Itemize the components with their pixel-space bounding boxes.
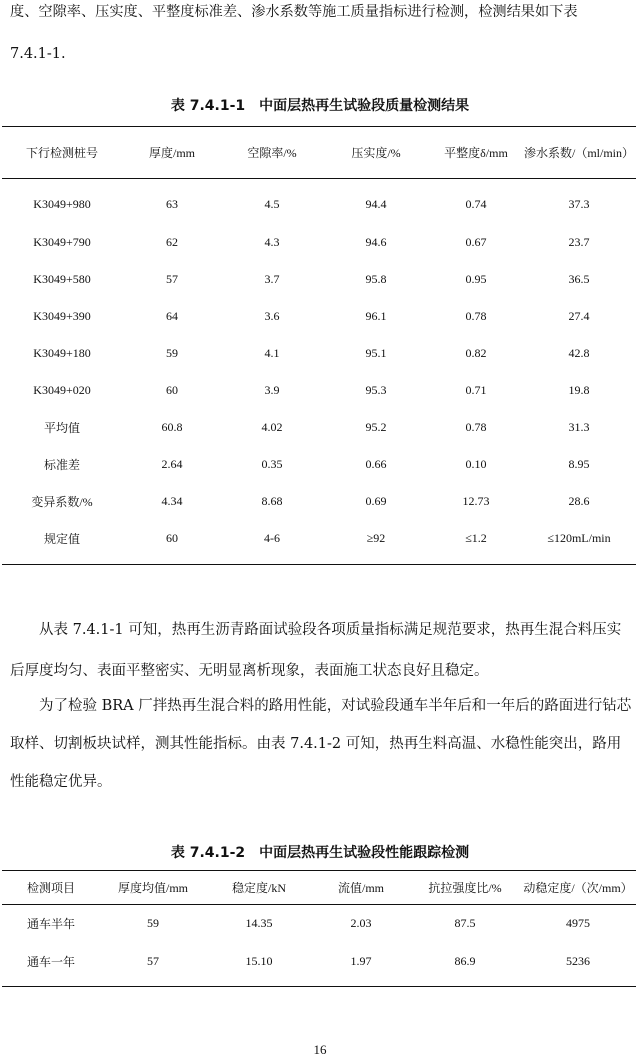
table-cell: K3049+180 bbox=[33, 345, 91, 360]
table-cell: 60 bbox=[166, 382, 178, 397]
table-row bbox=[2, 298, 636, 335]
table-cell: 标准差 bbox=[43, 457, 80, 472]
table1-header-cell: 空隙率/% bbox=[247, 146, 297, 160]
table-cell: 60 bbox=[166, 530, 178, 545]
table-cell: 8.68 bbox=[261, 493, 283, 508]
table-cell: K3049+790 bbox=[33, 234, 91, 249]
paragraph-method: 为了检验 BRA 厂拌热再生混合料的路用性能，对试验段通车半年后和一年后的路面进行钻芯取样、切割板块试样，测其性能指标。由表 7.4.1-2 可知，热再生料高温、水稳性能突出，路用性能稳定优异。 bbox=[10, 698, 632, 790]
table-cell: 28.6 bbox=[568, 493, 590, 508]
table-row bbox=[2, 409, 636, 446]
table2-header-cell: 动稳定度/（次/mm） bbox=[523, 881, 633, 895]
table-cell: 94.6 bbox=[365, 234, 387, 249]
table-row bbox=[2, 179, 636, 224]
table2-header-row bbox=[2, 871, 636, 905]
table-cell: 64 bbox=[166, 308, 178, 323]
table-cell: 0.67 bbox=[465, 234, 487, 249]
table-cell: 3.9 bbox=[264, 382, 280, 397]
table-cell: 4.5 bbox=[264, 197, 280, 212]
table-cell: K3049+020 bbox=[33, 382, 91, 397]
intro-line-2: 7.4.1-1. bbox=[10, 46, 66, 62]
table-cell: 0.82 bbox=[465, 345, 487, 360]
table1-header-row bbox=[2, 127, 636, 179]
table-row bbox=[2, 520, 636, 565]
table-cell: 15.10 bbox=[245, 954, 273, 969]
table-row bbox=[2, 483, 636, 520]
table-row bbox=[2, 261, 636, 298]
table-cell: ≤1.2 bbox=[465, 530, 487, 545]
table-cell: 31.3 bbox=[568, 419, 590, 434]
table-cell: 平均值 bbox=[43, 420, 80, 435]
table-cell: 2.03 bbox=[350, 915, 372, 930]
table-cell: 2.64 bbox=[161, 456, 183, 471]
table-cell: K3049+580 bbox=[33, 271, 91, 286]
table2-header-cell: 流值/mm bbox=[337, 881, 384, 895]
table-row bbox=[2, 943, 636, 987]
table-cell: 0.66 bbox=[365, 456, 387, 471]
table-cell: 0.78 bbox=[465, 419, 487, 434]
table-cell: K3049+390 bbox=[33, 308, 91, 323]
table-cell: 86.9 bbox=[454, 954, 476, 969]
table-row bbox=[2, 446, 636, 483]
table-cell: 42.8 bbox=[568, 345, 590, 360]
table-cell: 0.78 bbox=[465, 308, 487, 323]
table-cell: 95.1 bbox=[365, 345, 387, 360]
table-cell: 87.5 bbox=[454, 915, 476, 930]
table1-header-cell: 压实度/% bbox=[351, 146, 401, 160]
table-cell: 95.3 bbox=[365, 382, 387, 397]
table-cell: 1.97 bbox=[350, 954, 372, 969]
paragraph-conclusion: 从表 7.4.1-1 可知，热再生沥青路面试验段各项质量指标满足规范要求，热再生混合料压实后厚度均匀、表面平整密实、无明显离析现象，表面施工状态良好且稳定。 bbox=[10, 622, 622, 679]
table2-caption: 表 7.4.1-2 中面层热再生试验段性能跟踪检测 bbox=[170, 845, 470, 861]
table-cell: 4975 bbox=[566, 915, 590, 930]
table-row bbox=[2, 905, 636, 943]
table1-header-cell: 渗水系数/（ml/min） bbox=[523, 146, 634, 160]
table-cell: 95.2 bbox=[365, 419, 387, 434]
table-cell: 3.6 bbox=[264, 308, 280, 323]
table2-header-cell: 厚度均值/mm bbox=[117, 881, 188, 895]
table-cell: 0.10 bbox=[465, 456, 487, 471]
table-cell: 4-6 bbox=[264, 530, 280, 545]
table-cell: 27.4 bbox=[568, 308, 590, 323]
table2-header-cell: 检测项目 bbox=[26, 881, 75, 895]
table-cell: 4.1 bbox=[264, 345, 280, 360]
intro-line-1: 度、空隙率、压实度、平整度标准差、渗水系数等施工质量指标进行检测，检测结果如下表 bbox=[10, 4, 578, 20]
table-row bbox=[2, 372, 636, 409]
table-row bbox=[2, 335, 636, 372]
table-cell: K3049+980 bbox=[33, 197, 91, 212]
table-cell: ≤120mL/min bbox=[547, 530, 611, 545]
table-cell: ≥92 bbox=[366, 530, 386, 545]
table-cell: 4.3 bbox=[264, 234, 280, 249]
table1-body bbox=[2, 179, 636, 565]
table2-header-cell: 稳定度/kN bbox=[231, 881, 286, 895]
table-cell: 0.69 bbox=[365, 493, 387, 508]
table-cell: 规定值 bbox=[43, 531, 80, 546]
table-cell: 19.8 bbox=[568, 382, 590, 397]
table-cell: 通车半年 bbox=[26, 916, 75, 931]
table-cell: 0.95 bbox=[465, 271, 487, 286]
table-cell: 60.8 bbox=[161, 419, 183, 434]
table-cell: 0.35 bbox=[261, 456, 283, 471]
table-cell: 0.71 bbox=[465, 382, 487, 397]
table-cell: 4.34 bbox=[161, 493, 183, 508]
table-cell: 23.7 bbox=[568, 234, 590, 249]
page-number: 16 bbox=[313, 1042, 327, 1057]
table1-header-cell: 厚度/mm bbox=[148, 146, 195, 160]
table1 bbox=[2, 126, 636, 565]
table-cell: 12.73 bbox=[462, 493, 490, 508]
table-cell: 5236 bbox=[566, 954, 590, 969]
table-cell: 57 bbox=[147, 954, 159, 969]
table-cell: 59 bbox=[147, 915, 159, 930]
table1-header-cell: 平整度δ/mm bbox=[444, 146, 508, 160]
table2 bbox=[2, 870, 636, 987]
table-cell: 63 bbox=[166, 197, 178, 212]
table1-header-cell: 下行检测桩号 bbox=[25, 146, 98, 160]
table-cell: 62 bbox=[166, 234, 178, 249]
table-cell: 59 bbox=[166, 345, 178, 360]
table2-header-cell: 抗拉强度比/% bbox=[428, 881, 502, 895]
table-cell: 3.7 bbox=[264, 271, 280, 286]
table-cell: 96.1 bbox=[365, 308, 387, 323]
table-cell: 36.5 bbox=[568, 271, 590, 286]
table-cell: 37.3 bbox=[568, 197, 590, 212]
table-cell: 0.74 bbox=[465, 197, 487, 212]
table-cell: 14.35 bbox=[245, 915, 273, 930]
table-cell: 57 bbox=[166, 271, 178, 286]
table-cell: 95.8 bbox=[365, 271, 387, 286]
table-cell: 变异系数/% bbox=[31, 494, 93, 509]
table-row bbox=[2, 224, 636, 261]
table-cell: 4.02 bbox=[261, 419, 283, 434]
table-cell: 94.4 bbox=[365, 197, 387, 212]
table2-body bbox=[2, 905, 636, 987]
table1-caption: 表 7.4.1-1 中面层热再生试验段质量检测结果 bbox=[170, 98, 470, 114]
table-cell: 8.95 bbox=[568, 456, 590, 471]
table-cell: 通车一年 bbox=[26, 955, 75, 970]
